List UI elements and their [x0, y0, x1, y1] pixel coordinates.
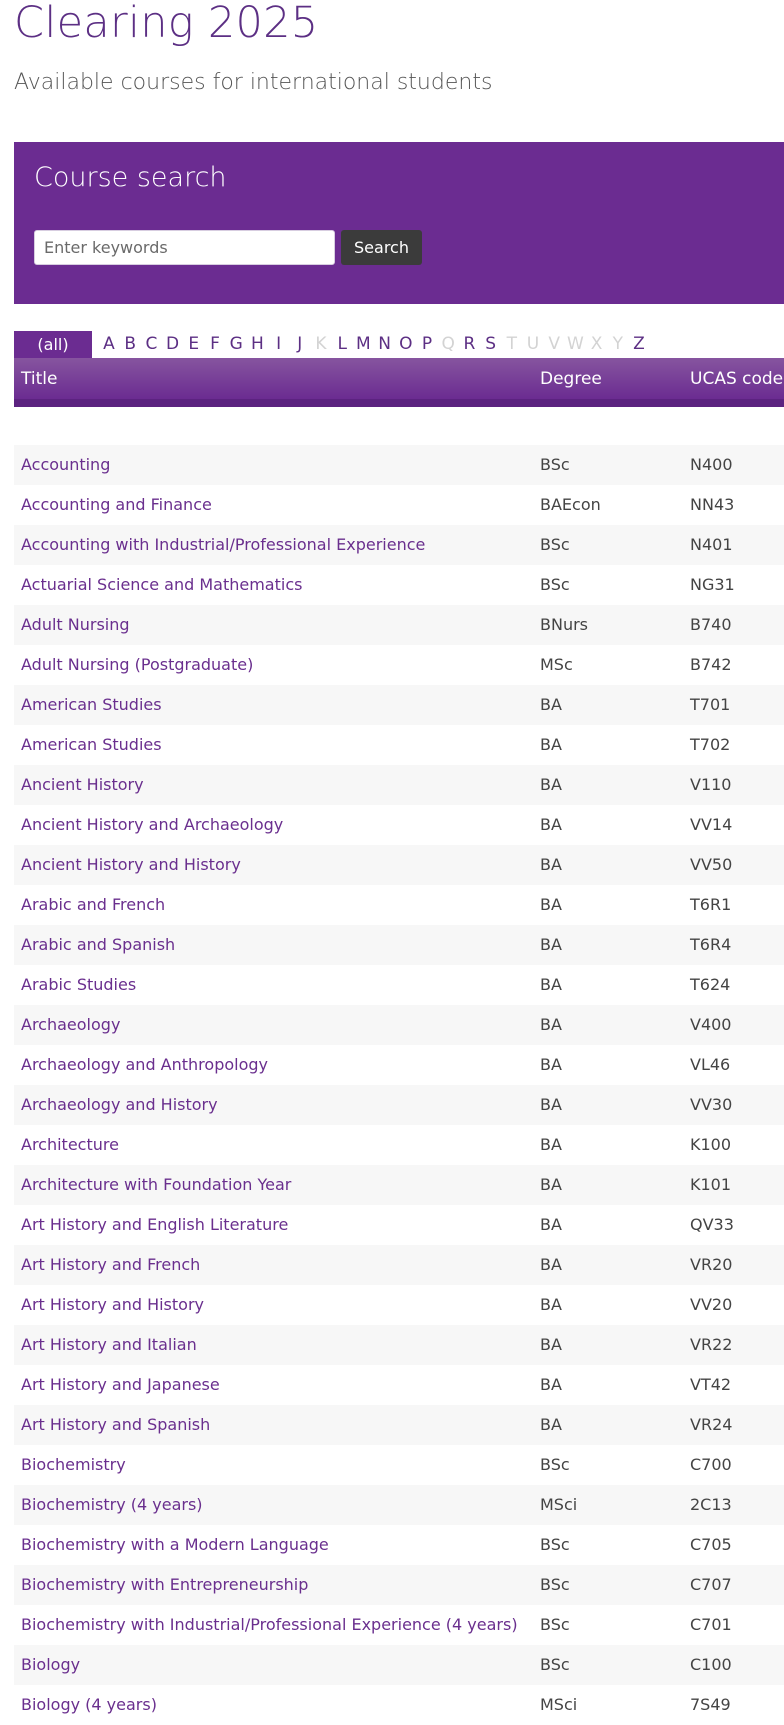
course-ucas-code: VV14 — [690, 815, 733, 834]
course-degree: BAEcon — [540, 495, 601, 514]
course-ucas-code: C700 — [690, 1455, 732, 1474]
course-ucas-code: T624 — [690, 975, 731, 994]
table-row — [14, 605, 784, 645]
course-title-link[interactable]: Biology — [21, 1655, 81, 1674]
course-ucas-code: N401 — [690, 535, 733, 554]
course-ucas-code: K101 — [690, 1175, 732, 1194]
course-ucas-code: T6R4 — [690, 935, 732, 954]
course-degree: BA — [540, 1135, 562, 1154]
table-row — [14, 965, 784, 1005]
course-degree: BNurs — [540, 615, 588, 634]
course-title-link[interactable]: Biochemistry — [21, 1455, 126, 1474]
table-row — [14, 1205, 784, 1245]
course-ucas-code: T702 — [690, 735, 731, 754]
course-title-link[interactable]: Accounting and Finance — [21, 495, 212, 514]
table-row — [14, 725, 784, 765]
course-title-link[interactable]: Archaeology — [21, 1015, 121, 1034]
course-degree: BA — [540, 1255, 562, 1274]
search-button[interactable]: Search — [341, 230, 422, 265]
table-row — [14, 925, 784, 965]
alphabet-letter-n[interactable]: N — [378, 334, 391, 354]
table-row — [14, 1125, 784, 1165]
course-ucas-code: T701 — [690, 695, 731, 714]
course-degree: BSc — [540, 1615, 570, 1634]
course-degree: BA — [540, 1415, 562, 1434]
alphabet-letter-a[interactable]: A — [103, 334, 115, 354]
alphabet-letter-s[interactable]: S — [485, 334, 496, 354]
course-title-link[interactable]: Adult Nursing (Postgraduate) — [21, 655, 254, 674]
table-row — [14, 525, 784, 565]
course-ucas-code: B740 — [690, 615, 732, 634]
alphabet-letter-b[interactable]: B — [124, 334, 137, 354]
search-input[interactable] — [34, 230, 335, 265]
course-degree: BSc — [540, 455, 570, 474]
course-ucas-code: K100 — [690, 1135, 732, 1154]
table-row — [14, 565, 784, 605]
course-degree: BA — [540, 1055, 562, 1074]
alphabet-letter-y: Y — [612, 334, 623, 354]
alphabet-letter-k: K — [315, 334, 327, 354]
course-ucas-code: VV20 — [690, 1295, 733, 1314]
course-title-link[interactable]: Biochemistry with Industrial/Professional Experience (4 years) — [21, 1615, 518, 1634]
course-ucas-code: N400 — [690, 455, 733, 474]
table-header — [14, 358, 784, 407]
table-row — [14, 485, 784, 525]
course-title-link[interactable]: Art History and English Literature — [21, 1215, 289, 1234]
course-degree: BA — [540, 695, 562, 714]
course-degree: BA — [540, 815, 562, 834]
table-row — [14, 1405, 784, 1445]
course-ucas-code: 7S49 — [690, 1695, 731, 1714]
course-title-link[interactable]: Arabic and Spanish — [21, 935, 176, 954]
alphabet-letter-x: X — [590, 334, 603, 354]
course-degree: MSci — [540, 1695, 578, 1714]
table-row — [14, 645, 784, 685]
table-row — [14, 1005, 784, 1045]
alphabet-letter-l[interactable]: L — [337, 334, 347, 354]
course-title-link[interactable]: Art History and Italian — [21, 1335, 197, 1354]
alphabet-letter-m[interactable]: M — [356, 334, 371, 354]
course-degree: BA — [540, 895, 562, 914]
alphabet-letter-j[interactable]: J — [297, 334, 303, 354]
course-ucas-code: QV33 — [690, 1215, 734, 1234]
alphabet-letter-t: T — [506, 334, 517, 354]
table-row — [14, 1605, 784, 1645]
table-row — [14, 845, 784, 885]
alphabet-letter-p[interactable]: P — [421, 334, 433, 354]
search-heading: Course search — [34, 162, 227, 193]
column-header-title[interactable]: Title — [21, 369, 58, 389]
course-ucas-code: VT42 — [690, 1375, 732, 1394]
course-degree: BSc — [540, 1535, 570, 1554]
course-title-link[interactable]: American Studies — [21, 735, 162, 754]
course-degree: BSc — [540, 575, 570, 594]
course-title-link[interactable]: Arabic and French — [21, 895, 166, 914]
alphabet-letter-i[interactable]: I — [276, 334, 282, 354]
page-subtitle: Available courses for international students — [14, 70, 493, 95]
course-title-link[interactable]: Arabic Studies — [21, 975, 137, 994]
course-degree: BSc — [540, 1655, 570, 1674]
course-title-link[interactable]: Ancient History and Archaeology — [21, 815, 284, 834]
course-degree: BA — [540, 1335, 562, 1354]
table-row — [14, 765, 784, 805]
course-ucas-code: C705 — [690, 1535, 732, 1554]
course-title-link[interactable]: Accounting — [21, 455, 111, 474]
table-row — [14, 1245, 784, 1285]
alphabet-letter-u: U — [526, 334, 540, 354]
course-ucas-code: NG31 — [690, 575, 735, 594]
table-row — [14, 805, 784, 845]
table-row — [14, 685, 784, 725]
course-title-link[interactable]: Archaeology and History — [21, 1095, 218, 1114]
course-ucas-code: VR24 — [690, 1415, 733, 1434]
course-title-link[interactable]: Art History and French — [21, 1255, 201, 1274]
alphabet-letter-q: Q — [441, 334, 455, 354]
course-degree: BA — [540, 1015, 562, 1034]
course-title-link[interactable]: Accounting with Industrial/Professional Experience — [21, 535, 426, 554]
course-ucas-code: VR22 — [690, 1335, 733, 1354]
course-title-link[interactable]: Art History and Japanese — [21, 1375, 220, 1394]
course-ucas-code: NN43 — [690, 495, 735, 514]
alphabet-all-tab[interactable]: (all) — [14, 331, 92, 358]
alphabet-filter — [14, 331, 784, 358]
course-title-link[interactable]: Art History and History — [21, 1295, 204, 1314]
course-degree: BA — [540, 855, 562, 874]
course-title-link[interactable]: Ancient History and History — [21, 855, 241, 874]
table-row — [14, 1565, 784, 1605]
table-row — [14, 1045, 784, 1085]
course-degree: BA — [540, 1095, 562, 1114]
course-degree: BA — [540, 1215, 562, 1234]
table-row — [14, 1525, 784, 1565]
course-title-link[interactable]: Archaeology and Anthropology — [21, 1055, 268, 1074]
table-row — [14, 1325, 784, 1365]
course-degree: BSc — [540, 535, 570, 554]
course-title-link[interactable]: Biology (4 years) — [21, 1695, 157, 1714]
course-degree: BSc — [540, 1455, 570, 1474]
course-table-body — [14, 445, 784, 1725]
course-degree: BSc — [540, 1575, 570, 1594]
table-row — [14, 1285, 784, 1325]
course-degree: BA — [540, 975, 562, 994]
table-row — [14, 1445, 784, 1485]
course-degree: BA — [540, 1295, 562, 1314]
course-degree: MSc — [540, 655, 573, 674]
course-ucas-code: C100 — [690, 1655, 732, 1674]
table-row — [14, 1085, 784, 1125]
course-ucas-code: 2C13 — [690, 1495, 732, 1514]
course-title-link[interactable]: Architecture — [21, 1135, 119, 1154]
page-title: Clearing 2025 — [14, 0, 319, 48]
course-title-link[interactable]: Actuarial Science and Mathematics — [21, 575, 303, 594]
table-row — [14, 1365, 784, 1405]
alphabet-letter-g[interactable]: G — [229, 334, 243, 354]
course-degree: MSci — [540, 1495, 578, 1514]
table-row — [14, 1685, 784, 1725]
course-ucas-code: V400 — [690, 1015, 732, 1034]
course-title-link[interactable]: Architecture with Foundation Year — [21, 1175, 292, 1194]
course-degree: BA — [540, 1375, 562, 1394]
alphabet-letter-d[interactable]: D — [166, 334, 180, 354]
table-row — [14, 1645, 784, 1685]
alphabet-letter-e[interactable]: E — [188, 334, 200, 354]
course-ucas-code: V110 — [690, 775, 732, 794]
course-search-panel — [14, 142, 784, 304]
course-title-link[interactable]: Biochemistry (4 years) — [21, 1495, 203, 1514]
course-ucas-code: C707 — [690, 1575, 732, 1594]
course-ucas-code: VR20 — [690, 1255, 733, 1274]
alphabet-letter-r[interactable]: R — [463, 334, 476, 354]
course-title-link[interactable]: Ancient History — [21, 775, 144, 794]
course-ucas-code: VV50 — [690, 855, 733, 874]
alphabet-letter-o[interactable]: O — [399, 334, 413, 354]
course-ucas-code: VL46 — [690, 1055, 731, 1074]
course-title-link[interactable]: Biochemistry with Entrepreneurship — [21, 1575, 309, 1594]
column-header-degree[interactable]: Degree — [540, 369, 602, 389]
course-title-link[interactable]: Art History and Spanish — [21, 1415, 211, 1434]
alphabet-letter-c[interactable]: C — [145, 334, 158, 354]
column-header-ucas-code[interactable]: UCAS code — [690, 369, 784, 389]
course-degree: BA — [540, 1175, 562, 1194]
course-title-link[interactable]: American Studies — [21, 695, 162, 714]
course-ucas-code: T6R1 — [690, 895, 732, 914]
table-row — [14, 1165, 784, 1205]
table-row — [14, 445, 784, 485]
table-row — [14, 1485, 784, 1525]
alphabet-letter-h[interactable]: H — [250, 334, 264, 354]
course-degree: BA — [540, 775, 562, 794]
course-ucas-code: C701 — [690, 1615, 732, 1634]
alphabet-letter-z[interactable]: Z — [633, 334, 645, 354]
alphabet-letter-f[interactable]: F — [210, 334, 220, 354]
course-ucas-code: B742 — [690, 655, 732, 674]
course-title-link[interactable]: Biochemistry with a Modern Language — [21, 1535, 329, 1554]
course-degree: BA — [540, 935, 562, 954]
course-ucas-code: VV30 — [690, 1095, 733, 1114]
course-degree: BA — [540, 735, 562, 754]
course-title-link[interactable]: Adult Nursing — [21, 615, 130, 634]
alphabet-letter-w: W — [566, 334, 584, 354]
table-row — [14, 885, 784, 925]
alphabet-letter-v: V — [548, 334, 561, 354]
